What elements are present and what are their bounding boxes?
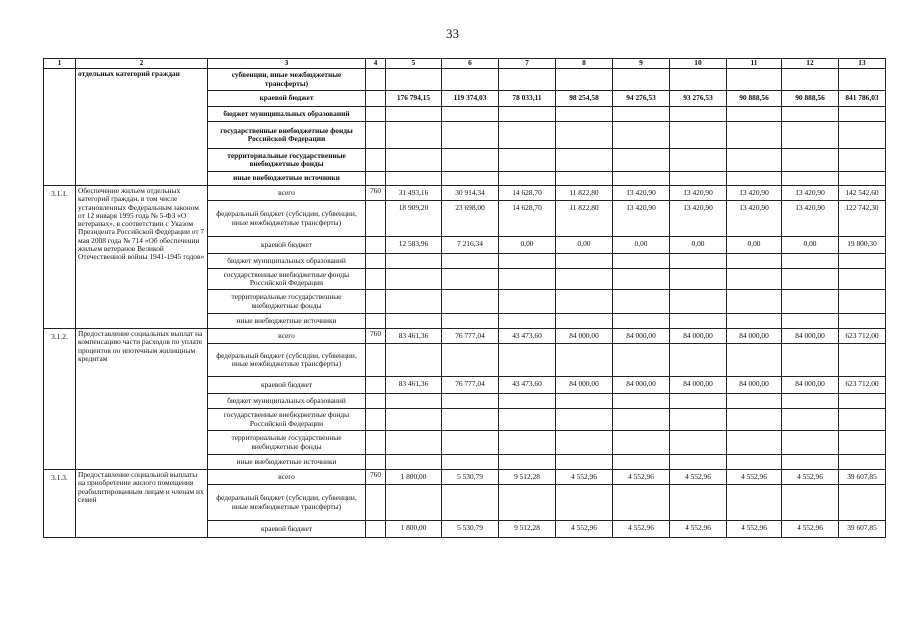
total-value: 623 712,00 [839, 329, 886, 344]
year-value [782, 269, 839, 290]
year-value: 11 822,80 [556, 186, 613, 201]
total-value [839, 314, 886, 329]
year-value [499, 149, 556, 172]
year-value [670, 254, 727, 269]
year-value [613, 409, 670, 431]
year-value [782, 431, 839, 455]
year-value: 30 914,34 [442, 186, 499, 201]
year-value [613, 314, 670, 329]
column-header-3: 3 [208, 59, 366, 69]
year-value [782, 254, 839, 269]
column-header-2: 2 [76, 59, 208, 69]
funding-source: государственные внебюджетные фонды Российской Федерации [208, 269, 366, 290]
year-value [727, 122, 782, 149]
year-value [499, 344, 556, 377]
year-value: 14 628,70 [499, 201, 556, 237]
column-header-7: 7 [499, 59, 556, 69]
funding-source: бюджет муниципальных образований [208, 254, 366, 269]
year-value: 78 033,11 [499, 91, 556, 107]
year-value: 84 000,00 [670, 377, 727, 394]
year-value [613, 394, 670, 409]
year-value: 93 276,53 [670, 91, 727, 107]
year-value [556, 314, 613, 329]
year-value: 13 420,90 [782, 186, 839, 201]
column-header-1: 1 [44, 59, 76, 69]
year-value [499, 290, 556, 314]
table-row [44, 69, 886, 91]
column-header-8: 8 [556, 59, 613, 69]
year-value [670, 431, 727, 455]
year-value [613, 455, 670, 470]
year-value: 0,00 [727, 237, 782, 254]
year-value: 0,00 [670, 237, 727, 254]
year-value [499, 431, 556, 455]
year-value [727, 69, 782, 91]
year-value: 0,00 [556, 237, 613, 254]
budget-code [366, 521, 386, 538]
year-value [727, 107, 782, 122]
year-value [442, 409, 499, 431]
year-value [727, 485, 782, 521]
year-value [556, 485, 613, 521]
budget-code [366, 122, 386, 149]
column-header-4: 4 [366, 59, 386, 69]
year-value: 94 276,53 [613, 91, 670, 107]
budget-code [366, 455, 386, 470]
year-value: 0,00 [613, 237, 670, 254]
year-value [386, 431, 442, 455]
year-value [556, 107, 613, 122]
budget-code [366, 91, 386, 107]
funding-source: территориальные государственные внебюджетные фонды [208, 290, 366, 314]
year-value [613, 290, 670, 314]
year-value [670, 344, 727, 377]
year-value [670, 455, 727, 470]
year-value [727, 455, 782, 470]
year-value [613, 107, 670, 122]
budget-code [366, 149, 386, 172]
year-value: 13 420,90 [727, 186, 782, 201]
budget-code [366, 485, 386, 521]
year-value: 13 420,90 [782, 201, 839, 237]
year-value [499, 69, 556, 91]
total-value [839, 254, 886, 269]
funding-source: федеральный бюджет (субсидии, субвенции, иные межбюджетные трансферты) [208, 201, 366, 237]
year-value [442, 69, 499, 91]
funding-source: субвенции, иные межбюджетные трансферты) [208, 69, 366, 91]
year-value [613, 269, 670, 290]
year-value [499, 409, 556, 431]
year-value [386, 254, 442, 269]
item-number: 3.1.1. [44, 186, 76, 329]
year-value [442, 269, 499, 290]
year-value [386, 485, 442, 521]
budget-code: 760 [366, 186, 386, 201]
year-value [613, 122, 670, 149]
budget-code [366, 290, 386, 314]
year-value: 4 552,96 [727, 470, 782, 485]
year-value: 83 461,36 [386, 329, 442, 344]
budget-code [366, 201, 386, 237]
year-value [727, 254, 782, 269]
budget-code [366, 377, 386, 394]
total-value: 39 607,85 [839, 521, 886, 538]
year-value [556, 269, 613, 290]
budget-code [366, 254, 386, 269]
table-row [44, 470, 886, 485]
year-value: 13 420,90 [670, 201, 727, 237]
budget-table [43, 58, 886, 538]
year-value [727, 344, 782, 377]
year-value [556, 409, 613, 431]
year-value: 84 000,00 [782, 377, 839, 394]
year-value: 98 254,58 [556, 91, 613, 107]
year-value [442, 344, 499, 377]
item-number: 3.1.2. [44, 329, 76, 470]
total-value [839, 107, 886, 122]
budget-code [366, 172, 386, 186]
year-value [670, 409, 727, 431]
year-value [782, 455, 839, 470]
year-value [670, 149, 727, 172]
total-value [839, 485, 886, 521]
year-value [556, 455, 613, 470]
year-value [670, 107, 727, 122]
total-value [839, 149, 886, 172]
year-value [556, 290, 613, 314]
year-value [556, 254, 613, 269]
total-value: 623 712,00 [839, 377, 886, 394]
total-value [839, 172, 886, 186]
year-value [670, 69, 727, 91]
year-value: 84 000,00 [556, 377, 613, 394]
total-value [839, 69, 886, 91]
year-value [442, 394, 499, 409]
year-value: 43 473,60 [499, 329, 556, 344]
year-value: 1 800,00 [386, 521, 442, 538]
year-value [386, 314, 442, 329]
year-value: 12 583,96 [386, 237, 442, 254]
year-value [386, 107, 442, 122]
year-value: 5 530,79 [442, 470, 499, 485]
year-value [670, 314, 727, 329]
total-value [839, 394, 886, 409]
year-value [442, 107, 499, 122]
year-value [499, 314, 556, 329]
budget-code [366, 344, 386, 377]
year-value [386, 344, 442, 377]
year-value [386, 269, 442, 290]
funding-source: федеральный бюджет (субсидии, субвенции, иные межбюджетные трансферты) [208, 344, 366, 377]
budget-code [366, 269, 386, 290]
year-value: 76 777,04 [442, 329, 499, 344]
total-value [839, 431, 886, 455]
year-value: 4 552,96 [670, 521, 727, 538]
funding-source: бюджет муниципальных образований [208, 107, 366, 122]
item-name: отдельных категорий граждан [76, 69, 208, 186]
year-value [442, 122, 499, 149]
funding-source: всего [208, 329, 366, 344]
year-value [727, 172, 782, 186]
total-value [839, 290, 886, 314]
year-value: 14 628,70 [499, 186, 556, 201]
year-value [670, 122, 727, 149]
year-value [782, 122, 839, 149]
year-value [782, 107, 839, 122]
funding-source: иные внебюджетные источники [208, 172, 366, 186]
total-value: 142 542,60 [839, 186, 886, 201]
year-value [442, 455, 499, 470]
year-value [782, 314, 839, 329]
year-value: 84 000,00 [670, 329, 727, 344]
year-value [499, 455, 556, 470]
year-value: 18 909,20 [386, 201, 442, 237]
year-value [727, 149, 782, 172]
year-value [727, 314, 782, 329]
year-value [613, 69, 670, 91]
year-value [499, 485, 556, 521]
header-row [44, 59, 886, 69]
year-value [782, 172, 839, 186]
year-value [499, 122, 556, 149]
year-value [442, 314, 499, 329]
year-value [613, 344, 670, 377]
table-row [44, 186, 886, 201]
budget-code: 760 [366, 329, 386, 344]
year-value [386, 409, 442, 431]
year-value: 83 461,36 [386, 377, 442, 394]
year-value [499, 254, 556, 269]
year-value [782, 409, 839, 431]
item-name: Обеспечение жильем отдельных категорий граждан, в том числе установленных Федеральным законом от 12 января 1995 года № 5-ФЗ «О ветеранах», в соответствии с Указом Президента Российской Федерации от 7 мая 2008 года № 714 «Об обеспечении жильем ветеранов Великой Отечественной войны 1941-1945 годов» [76, 186, 208, 329]
funding-source: федеральный бюджет (субсидии, субвенции, иные межбюджетные трансферты) [208, 485, 366, 521]
year-value: 76 777,04 [442, 377, 499, 394]
year-value [556, 394, 613, 409]
item-name: Предоставление социальной выплаты на приобретение жилого помещения реабилитированным лицам и членам их семей [76, 470, 208, 538]
total-value: 841 786,03 [839, 91, 886, 107]
year-value: 4 552,96 [670, 470, 727, 485]
year-value [386, 69, 442, 91]
year-value [442, 290, 499, 314]
year-value: 84 000,00 [613, 377, 670, 394]
year-value [499, 269, 556, 290]
year-value: 176 794,15 [386, 91, 442, 107]
year-value: 4 552,96 [613, 521, 670, 538]
year-value [556, 172, 613, 186]
budget-code [366, 237, 386, 254]
year-value: 1 800,00 [386, 470, 442, 485]
column-header-6: 6 [442, 59, 499, 69]
column-header-13: 13 [839, 59, 886, 69]
table-row [44, 329, 886, 344]
year-value [670, 290, 727, 314]
year-value [727, 431, 782, 455]
year-value [670, 485, 727, 521]
year-value: 13 420,90 [613, 201, 670, 237]
year-value [782, 149, 839, 172]
budget-code [366, 394, 386, 409]
funding-source: краевой бюджет [208, 91, 366, 107]
year-value [386, 394, 442, 409]
total-value [839, 344, 886, 377]
year-value: 90 888,56 [727, 91, 782, 107]
column-header-11: 11 [727, 59, 782, 69]
year-value [499, 172, 556, 186]
year-value: 5 530,79 [442, 521, 499, 538]
year-value: 23 698,00 [442, 201, 499, 237]
year-value: 4 552,96 [613, 470, 670, 485]
year-value [556, 344, 613, 377]
budget-code [366, 107, 386, 122]
year-value: 7 216,34 [442, 237, 499, 254]
item-number: 3.1.3. [44, 470, 76, 538]
year-value: 84 000,00 [727, 329, 782, 344]
column-header-12: 12 [782, 59, 839, 69]
year-value [442, 431, 499, 455]
year-value [613, 172, 670, 186]
year-value [782, 69, 839, 91]
year-value: 0,00 [499, 237, 556, 254]
funding-source: краевой бюджет [208, 237, 366, 254]
funding-source: всего [208, 470, 366, 485]
year-value: 90 888,56 [782, 91, 839, 107]
year-value [556, 431, 613, 455]
year-value: 4 552,96 [727, 521, 782, 538]
year-value [556, 69, 613, 91]
budget-code: 760 [366, 470, 386, 485]
year-value [727, 290, 782, 314]
year-value: 84 000,00 [556, 329, 613, 344]
column-header-9: 9 [613, 59, 670, 69]
year-value [386, 290, 442, 314]
year-value [442, 172, 499, 186]
year-value: 31 493,16 [386, 186, 442, 201]
year-value: 13 420,90 [670, 186, 727, 201]
total-value [839, 409, 886, 431]
total-value [839, 455, 886, 470]
funding-source: территориальные государственные внебюджетные фонды [208, 149, 366, 172]
column-header-10: 10 [670, 59, 727, 69]
item-number [44, 69, 76, 186]
year-value [670, 269, 727, 290]
year-value [442, 254, 499, 269]
year-value [499, 394, 556, 409]
year-value [442, 485, 499, 521]
year-value [782, 485, 839, 521]
item-name: Предоставление социальных выплат на компенсацию части расходов по уплате процентов по ипотечным жилищным кредитам [76, 329, 208, 470]
year-value [386, 172, 442, 186]
year-value: 4 552,96 [556, 521, 613, 538]
column-header-5: 5 [386, 59, 442, 69]
year-value [782, 394, 839, 409]
year-value [613, 485, 670, 521]
funding-source: иные внебюджетные источники [208, 314, 366, 329]
year-value: 4 552,96 [782, 470, 839, 485]
funding-source: всего [208, 186, 366, 201]
total-value [839, 122, 886, 149]
year-value: 84 000,00 [727, 377, 782, 394]
total-value: 39 607,85 [839, 470, 886, 485]
funding-source: бюджет муниципальных образований [208, 394, 366, 409]
total-value: 19 800,30 [839, 237, 886, 254]
year-value [386, 122, 442, 149]
budget-code [366, 409, 386, 431]
year-value [613, 254, 670, 269]
year-value [442, 149, 499, 172]
year-value [499, 107, 556, 122]
year-value: 13 420,90 [727, 201, 782, 237]
budget-code [366, 69, 386, 91]
year-value [670, 172, 727, 186]
year-value: 0,00 [782, 237, 839, 254]
year-value [670, 394, 727, 409]
year-value: 11 822,80 [556, 201, 613, 237]
year-value: 119 374,03 [442, 91, 499, 107]
year-value: 43 473,60 [499, 377, 556, 394]
year-value [727, 394, 782, 409]
total-value: 122 742,30 [839, 201, 886, 237]
funding-source: территориальные государственные внебюджетные фонды [208, 431, 366, 455]
year-value: 9 512,28 [499, 470, 556, 485]
year-value [782, 290, 839, 314]
year-value [727, 409, 782, 431]
year-value [386, 455, 442, 470]
year-value: 84 000,00 [782, 329, 839, 344]
year-value [727, 269, 782, 290]
year-value [386, 149, 442, 172]
year-value: 84 000,00 [613, 329, 670, 344]
year-value [556, 122, 613, 149]
budget-code [366, 314, 386, 329]
year-value: 4 552,96 [782, 521, 839, 538]
year-value [613, 431, 670, 455]
year-value: 13 420,90 [613, 186, 670, 201]
budget-code [366, 431, 386, 455]
year-value [613, 149, 670, 172]
year-value: 9 512,28 [499, 521, 556, 538]
page-number: 33 [446, 26, 459, 41]
year-value [556, 149, 613, 172]
funding-source: иные внебюджетные источники [208, 455, 366, 470]
year-value: 4 552,96 [556, 470, 613, 485]
funding-source: государственные внебюджетные фонды Российской Федерации [208, 409, 366, 431]
year-value [782, 344, 839, 377]
funding-source: государственные внебюджетные фонды Российской Федерации [208, 122, 366, 149]
total-value [839, 269, 886, 290]
funding-source: краевой бюджет [208, 377, 366, 394]
funding-source: краевой бюджет [208, 521, 366, 538]
